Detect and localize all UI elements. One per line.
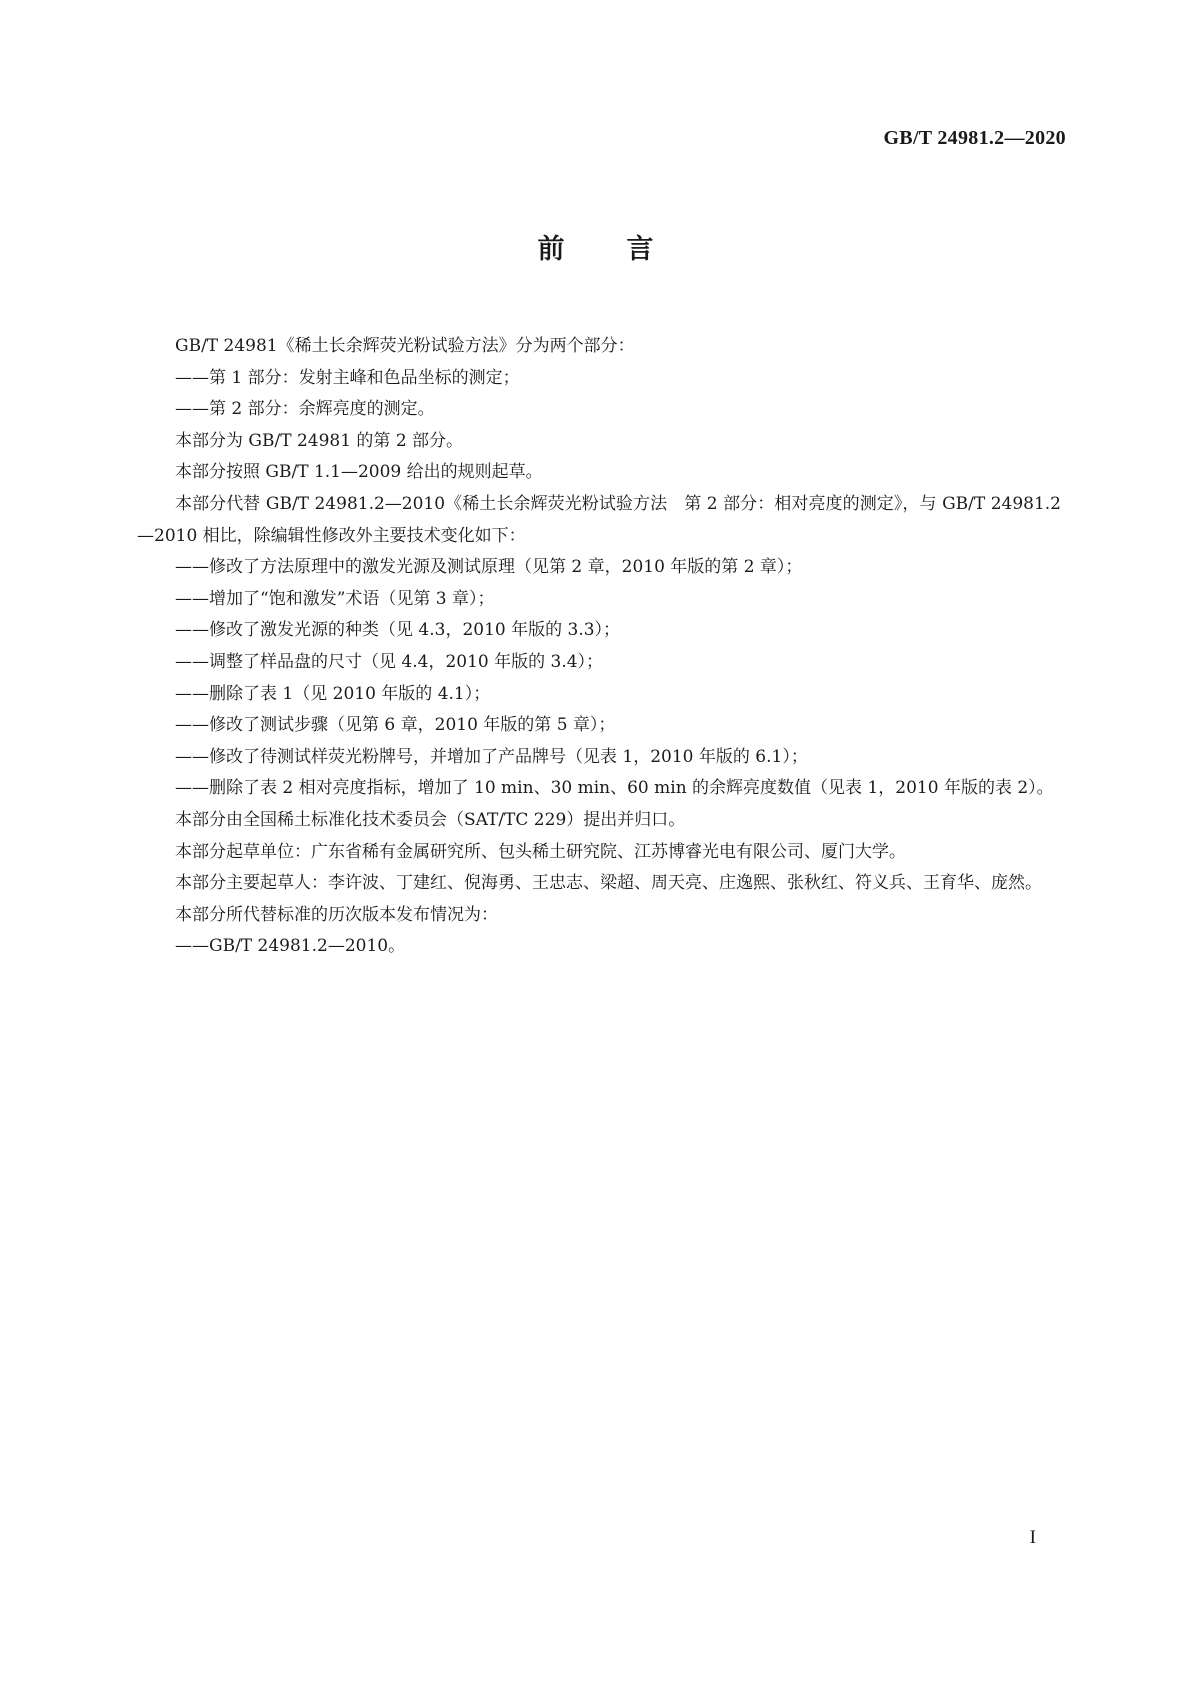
change-item-3: ——修改了激发光源的种类（见 4.3，2010 年版的 3.3）； (175, 620, 621, 641)
change-item-4: ——调整了样品盘的尺寸（见 4.4，2010 年版的 3.4）； (175, 651, 604, 672)
preface-body (137, 331, 1061, 963)
paragraph-drafters: 本部分主要起草人：李许波、丁建红、倪海勇、王忠志、梁超、周天亮、庄逸熙、张秋红、符义兵、王育华、庞然。 (175, 873, 1042, 894)
paragraph-proposed-by: 本部分由全国稀土标准化技术委员会（SAT/TC 229）提出并归口。 (175, 809, 686, 830)
change-item-5: ——删除了表 1（见 2010 年版的 4.1）； (175, 683, 491, 704)
paragraph-drafting-units: 本部分起草单位：广东省稀有金属研究所、包头稀土研究院、江苏博睿光电有限公司、厦门大学。 (175, 841, 906, 862)
standard-code: GB/T 24981.2—2020 (883, 127, 1066, 149)
dash-item-part-1: ——第 1 部分：发射主峰和色品坐标的测定； (175, 367, 520, 388)
dash-item-part-2: ——第 2 部分：余辉亮度的测定。 (175, 399, 435, 420)
page-title: 前言 (537, 234, 716, 265)
paragraph-this-part: 本部分为 GB/T 24981 的第 2 部分。 (175, 430, 464, 451)
paragraph-drafting-rules: 本部分按照 GB/T 1.1—2009 给出的规则起草。 (175, 462, 543, 483)
page-number: I (1029, 1527, 1036, 1548)
dash-item-previous-edition: ——GB/T 24981.2—2010。 (175, 936, 406, 957)
change-item-7: ——修改了待测试样荧光粉牌号，并增加了产品牌号（见表 1，2010 年版的 6.1）； (175, 746, 808, 767)
change-item-6: ——修改了测试步骤（见第 6 章，2010 年版的第 5 章）； (175, 715, 616, 736)
change-item-8: ——删除了表 2 相对亮度指标，增加了 10 min、30 min、60 min 的余辉亮度数值（见表 1，2010 年版的表 2）。 (175, 778, 1054, 799)
paragraph-replaces: 本部分代替 GB/T 24981.2—2010《稀土长余辉荧光粉试验方法 第 2 部分：相对亮度的测定》，与 GB/T 24981.2—2010 相比，除编辑性修改外主要技术变化如下： (137, 493, 1061, 546)
paragraph-parts-overview: GB/T 24981《稀土长余辉荧光粉试验方法》分为两个部分： (175, 336, 635, 356)
change-item-2: ——增加了“饱和激发”术语（见第 3 章）； (175, 588, 495, 609)
paragraph-previous-editions: 本部分所代替标准的历次版本发布情况为： (175, 904, 498, 925)
change-item-1: ——修改了方法原理中的激发光源及测试原理（见第 2 章，2010 年版的第 2 章）； (175, 557, 803, 578)
